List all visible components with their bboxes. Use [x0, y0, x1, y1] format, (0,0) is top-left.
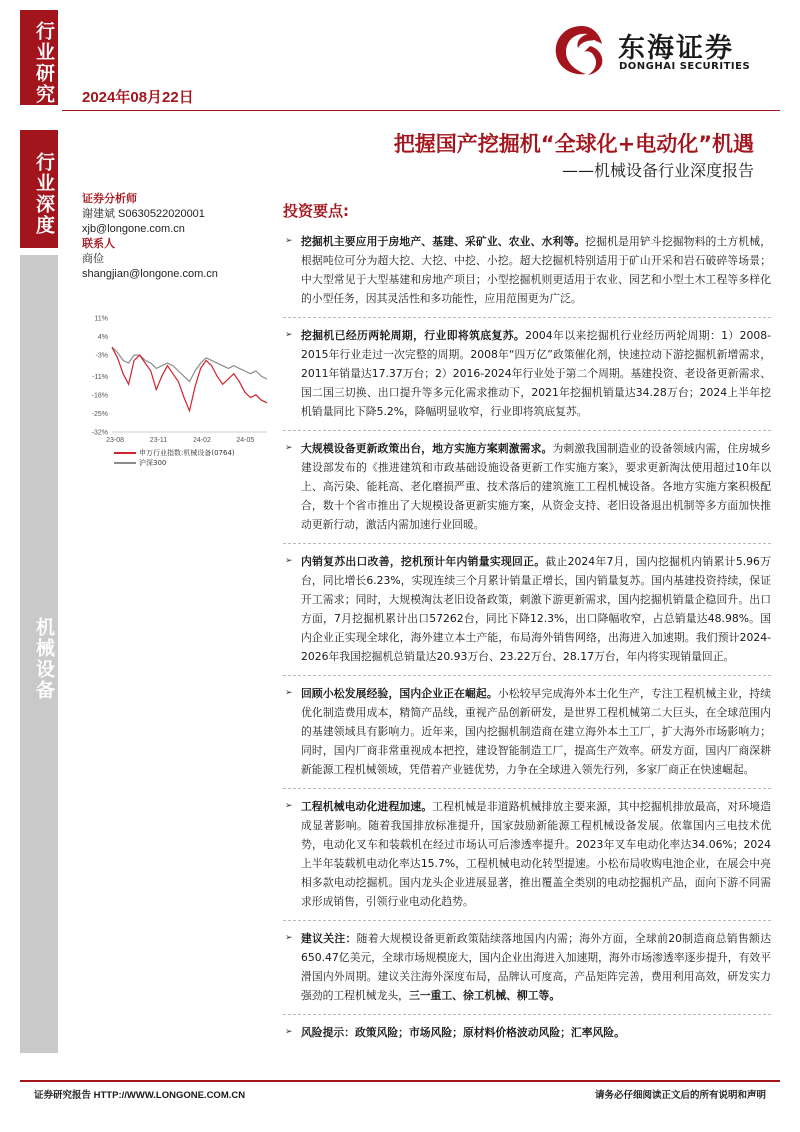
- y-tick-label: -25%: [91, 410, 108, 418]
- key-point: ➢ 大规模设备更新政策出台，地方实施方案刺激需求。为刺激我国制造业的设备领域内需，住房城乡建设部发布的《推进建筑和市政基础设施设备更新工作实施方案》，要求更新淘汰使用超过10年以上、高污染、能耗高、老化磨损严重、技术落后的建筑施工工程机械设备。各地方实施方案积极配合，数十个省市推出了大规模设备更新实施方案，从资金支持、老旧设备退出机制等多方面加快推动更新行动，激活内需加速行业回暖。: [283, 439, 771, 534]
- series-line-1: [112, 347, 267, 381]
- y-tick-label: 4%: [97, 334, 108, 342]
- section-title: 投资要点:: [283, 202, 349, 220]
- report-subtitle: ——机械设备行业深度报告: [561, 161, 754, 180]
- footer-divider: [20, 1080, 780, 1082]
- key-point: ➢ 回顾小松发展经验，国内企业正在崛起。小松较早完成海外本土化生产，专注工程机械主业，持续优化制造费用成本，精简产品线，重视产品创新研发，是世界工程机械第二大巨头，在全球范围内的基建领域具有影响力。近年来，国内挖掘机制造商在建立海外本土工厂，扩大海外市场影响力；同时，国内厂商非常重视成本把控，建设智能制造工厂，提高生产效率。研发方面，国内厂商深耕新能源工程机械领域，凭借着产业链优势，力争在全球进入领先行列，多家厂商正在快速崛起。: [283, 684, 771, 779]
- logo-text-cn: 东海证券: [618, 33, 734, 64]
- footer-website[interactable]: 证券研究报告 HTTP://WWW.LONGONE.COM.CN: [34, 1090, 246, 1101]
- key-point: ➢ 工程机械电动化进程加速。工程机械是非道路机械排放主要来源，其中挖掘机排放最高，对环境造成显著影响。随着我国排放标准提升，国家鼓励新能源工程机械设备发展。依靠国内三电技术优势，电动化叉车和装载机在经过市场认可后渗透率提升。2023年叉车电动化率达34.06%；2024上半年装载机电动化率达15.7%，工程机械电动化转型提速。小松布局收购电池企业，在展会中亮相多款电动挖掘机。国内龙头企业进展显著，推出覆盖全类别的电动挖掘机产品，面向下游不同需求形成销售，引领行业电动化趋势。: [283, 797, 771, 911]
- chart-legend: [114, 448, 235, 468]
- bullet-arrow-icon: ➢: [285, 933, 293, 943]
- contact-label: 联系人: [82, 238, 115, 250]
- analyst-label: 证券分析师: [82, 193, 137, 205]
- legend-item-0: 申万行业指数:机械设备(0764): [114, 448, 235, 458]
- report-title: 把握国产挖掘机“全球化+电动化”机遇: [393, 132, 754, 156]
- bullet-arrow-icon: ➢: [285, 330, 293, 340]
- bullet-arrow-icon: ➢: [285, 236, 293, 246]
- contact-name: 商俭: [82, 253, 104, 265]
- y-tick-label: -3%: [95, 352, 108, 360]
- header-divider: [62, 110, 780, 111]
- y-tick-label: 11%: [94, 315, 108, 323]
- bullet-arrow-icon: ➢: [285, 443, 293, 453]
- divider: [283, 317, 771, 318]
- dragon-logo-icon: [550, 22, 614, 78]
- key-point: ➢ 内销复苏出口改善，挖机预计年内销量实现回正。截止2024年7月，国内挖掘机内销累计5.96万台，同比增长6.23%，实现连续三个月累计销量正增长，国内销量复苏。国内基建投资持续，保证开工需求；同时，大规模淘汰老旧设备政策，刺激下游更新需求，国内挖掘机销量企稳回升。出口方面，7月挖掘机累计出口57262台，同比下降12.3%，出口降幅收窄，占总销量达48.98%。国内企业正实现全球化，海外建立本土产能，布局海外销售网络，出海进入加速期。我们预计2024-2026年我国挖掘机总销量达20.93万台、23.22万台、28.17万台，年内将实现销量回正。: [283, 552, 771, 666]
- bullet-arrow-icon: ➢: [285, 801, 293, 811]
- divider: [283, 543, 771, 544]
- key-point: ➢ 风险提示：政策风险；市场风险；原材料价格波动风险；汇率风险。: [283, 1023, 771, 1042]
- report-type-tab: 行业深度: [20, 130, 58, 248]
- x-tick-label: 24-05: [236, 437, 255, 444]
- y-tick-label: -11%: [92, 373, 108, 381]
- report-date: 2024年08月22日: [82, 89, 194, 106]
- footer-disclaimer: 请务必仔细阅读正文后的所有说明和声明: [594, 1090, 766, 1101]
- legend-item-1: 沪深300: [114, 458, 235, 468]
- bullet-arrow-icon: ➢: [285, 1027, 293, 1037]
- key-point: ➢ 挖掘机主要应用于房地产、基建、采矿业、农业、水利等。挖掘机是用铲斗挖掘物料的土方机械，根据吨位可分为超大挖、大挖、中挖、小挖。超大挖掘机特别适用于矿山开采和岩石破碎等场景；中大型常见于大型基建和房地产项目；小型挖掘机则更适用于农业、园艺和小型土木工程等多样化的小型任务，因其灵活性和多功能性，应用范围更为广泛。: [283, 232, 771, 308]
- performance-chart: [82, 310, 272, 470]
- bullet-arrow-icon: ➢: [285, 556, 293, 566]
- y-tick-label: -32%: [91, 429, 108, 437]
- key-point: ➢ 挖掘机已经历两轮周期，行业即将筑底复苏。2004年以来挖掘机行业经历两轮周期：1）2008-2015年行业走过一次完整的周期。2008年“四万亿”政策催化剂，快速拉动下游挖掘机新增需求，2011年销量达17.37万台；2）2016-2024年行业处于第二个周期。基建投资、老设备更新需求、国二国三切换、出口提升等多元化需求推动下，2021年挖掘机销量达34.28万台；2024上半年挖机销量同比下降5.2%，降幅明显收窄，行业即将筑底复苏。: [283, 326, 771, 421]
- x-tick-label: 23-11: [149, 437, 168, 444]
- divider: [283, 675, 771, 676]
- x-tick-label: 24-02: [192, 437, 211, 444]
- y-tick-label: -18%: [91, 392, 108, 400]
- company-logo: [550, 22, 780, 78]
- contact-email[interactable]: shangjian@longone.com.cn: [82, 268, 218, 280]
- key-point: ➢ 建议关注：随着大规模设备更新政策陆续落地国内内需；海外方面，全球前20制造商总销售额达650.47亿美元，全球市场规模庞大，国内企业出海进入加速期，海外市场渗透率逐步提升，有效平滑国内外周期。建议关注海外深度布局，品牌认可度高，产品矩阵完善，费用利用高效，研发实力强劲的工程机械龙头，三一重工、徐工机械、柳工等。: [283, 929, 771, 1005]
- x-tick-label: 23-08: [106, 437, 125, 444]
- series-line-0: [112, 347, 267, 411]
- analyst-email[interactable]: xjb@longone.com.cn: [82, 223, 185, 235]
- analyst-name: 谢建斌 S0630522020001: [82, 208, 205, 220]
- analyst-info: [82, 192, 282, 282]
- divider: [283, 920, 771, 921]
- key-points: [283, 232, 771, 1051]
- divider: [283, 788, 771, 789]
- divider: [283, 1014, 771, 1015]
- category-tab: 行业研究: [20, 10, 58, 105]
- divider: [283, 430, 771, 431]
- bullet-arrow-icon: ➢: [285, 688, 293, 698]
- logo-text-en: DONGHAI SECURITIES: [619, 61, 751, 72]
- sector-tab: 机械设备: [20, 255, 58, 1053]
